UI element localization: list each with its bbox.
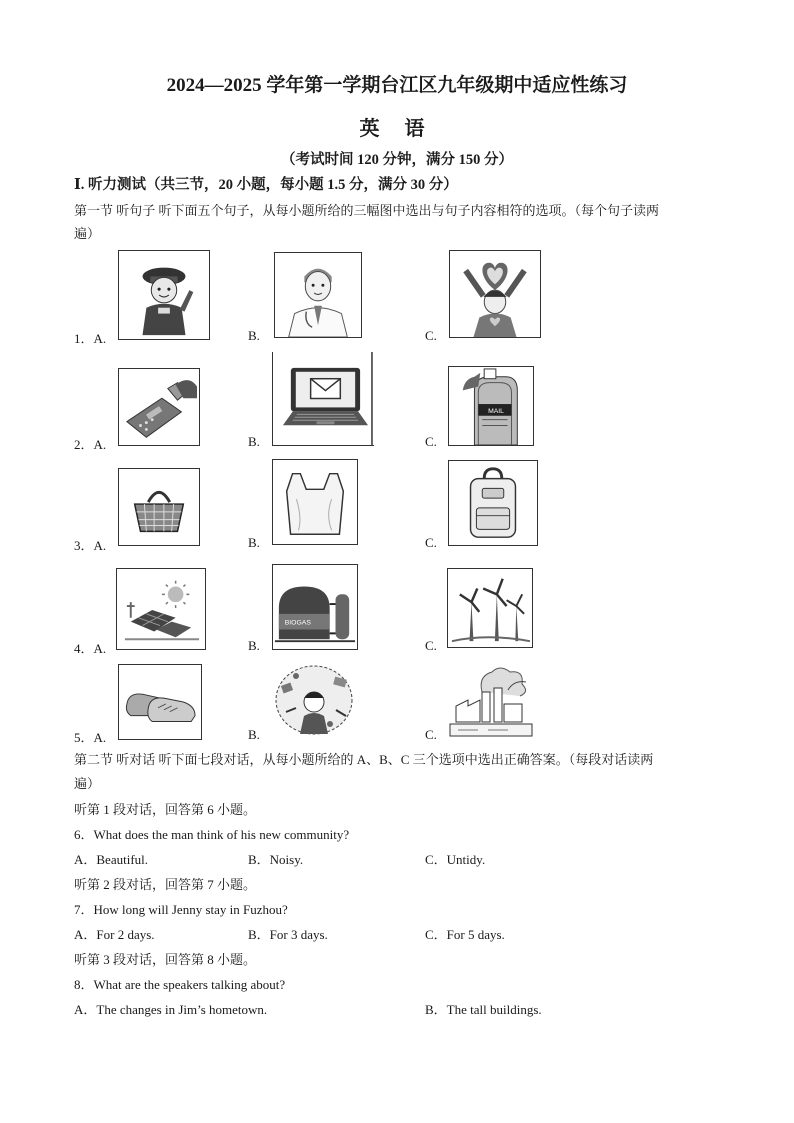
part2-instructions: 第二节 听对话 听下面七段对话，从每小题所给的 A、B、C 三个选项中选出正确答案。（每段对话读两 bbox=[74, 752, 654, 767]
biogas-label: BIOGAS bbox=[284, 619, 311, 627]
dialog-1-instruction: 听第 1 段对话，回答第 6 小题。 bbox=[74, 802, 257, 817]
q2-option-a-label: 2．A. bbox=[74, 437, 107, 452]
section-heading: Ⅰ. 听力测试（共三节，20 小题，每小题 1.5 分，满分 30 分） bbox=[74, 177, 458, 193]
q5-option-b-label: B. bbox=[248, 727, 260, 742]
q8-option-a[interactable]: A．The changes in Jim’s hometown. bbox=[74, 1002, 268, 1017]
q7-option-b[interactable]: B．For 3 days. bbox=[248, 927, 328, 942]
q2-option-c-label: C. bbox=[425, 434, 437, 449]
volunteer-heart-picture[interactable] bbox=[449, 250, 541, 338]
q5-option-a-label: 5．A. bbox=[74, 730, 107, 745]
exam-info: （考试时间 120 分钟，满分 150 分） bbox=[281, 152, 513, 168]
q7-option-c[interactable]: C．For 5 days. bbox=[425, 927, 505, 942]
shoes-picture[interactable] bbox=[118, 664, 202, 740]
question-7: 7．How long will Jenny stay in Fuzhou? bbox=[74, 902, 288, 917]
laptop-email-picture[interactable] bbox=[272, 352, 374, 446]
question-6: 6．What does the man think of his new community? bbox=[74, 827, 350, 842]
part1-instructions-cont: 遍） bbox=[74, 226, 101, 241]
q2-option-b-label: B. bbox=[248, 434, 260, 449]
q5-option-c-label: C. bbox=[425, 727, 437, 742]
q6-option-c[interactable]: C．Untidy. bbox=[425, 852, 486, 867]
question-8: 8．What are the speakers talking about? bbox=[74, 977, 286, 992]
exam-title: 2024—2025 学年第一学期台江区九年级期中适应性练习 bbox=[166, 75, 628, 96]
dialog-2-instruction: 听第 2 段对话，回答第 7 小题。 bbox=[74, 877, 257, 892]
dialog-3-instruction: 听第 3 段对话，回答第 8 小题。 bbox=[74, 952, 257, 967]
q4-option-c-label: C. bbox=[425, 638, 437, 653]
q6-option-b[interactable]: B．Noisy. bbox=[248, 852, 304, 867]
backpack-picture[interactable] bbox=[448, 460, 538, 546]
mail-label: MAIL bbox=[488, 407, 504, 415]
card-payment-picture[interactable] bbox=[118, 368, 200, 446]
messy-student-picture[interactable] bbox=[272, 662, 356, 740]
q7-option-a[interactable]: A．For 2 days. bbox=[74, 927, 155, 942]
q3-option-c-label: C. bbox=[425, 535, 437, 550]
q1-option-b-label: B. bbox=[248, 328, 260, 343]
q8-option-b[interactable]: B．The tall buildings. bbox=[425, 1002, 542, 1017]
factory-pollution-picture[interactable] bbox=[448, 662, 534, 740]
part1-instructions: 第一节 听句子 听下面五个句子，从每小题所给的三幅图中选出与句子内容相符的选项。（每个句子读两 bbox=[74, 203, 660, 218]
police-officer-picture[interactable] bbox=[118, 250, 210, 340]
mailbox-picture[interactable] bbox=[448, 366, 534, 446]
biogas-picture[interactable] bbox=[272, 564, 358, 650]
q1-option-a-label: 1．A. bbox=[74, 331, 107, 346]
q3-option-a-label: 3．A. bbox=[74, 538, 107, 553]
q4-option-a-label: 4．A. bbox=[74, 641, 107, 656]
q6-option-a[interactable]: A．Beautiful. bbox=[74, 852, 149, 867]
q3-option-b-label: B. bbox=[248, 535, 260, 550]
part2-instructions-cont: 遍） bbox=[74, 776, 101, 791]
basket-picture[interactable] bbox=[118, 468, 200, 546]
wind-turbines-picture[interactable] bbox=[447, 568, 533, 648]
subject-title: 英 语 bbox=[359, 118, 435, 140]
doctor-picture[interactable] bbox=[274, 252, 362, 338]
q1-option-c-label: C. bbox=[425, 328, 437, 343]
solar-energy-picture[interactable] bbox=[116, 568, 206, 650]
q4-option-b-label: B. bbox=[248, 638, 260, 653]
plastic-bag-picture[interactable] bbox=[272, 459, 358, 545]
